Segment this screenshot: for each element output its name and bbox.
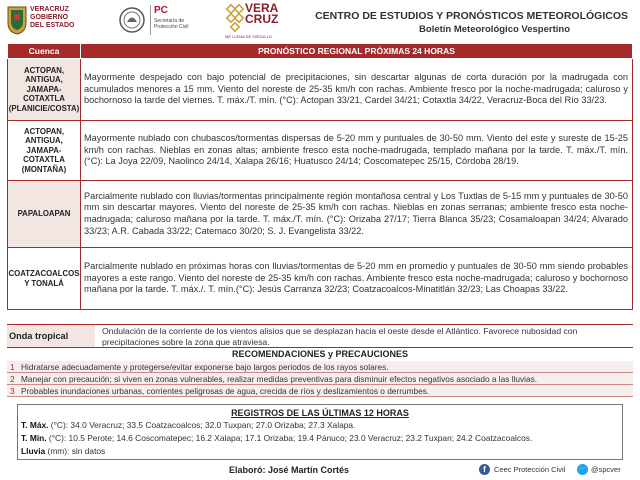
item-text: Manejar con precaución; si viven en zonas vulnerables, realizar medidas preventivas para disminuir efectos negativos asociado a las lluvias.: [21, 373, 538, 384]
page-title: CENTRO DE ESTUDIOS Y PRONÓSTICOS METEOROLÓGICOS: [315, 10, 628, 22]
table-row: [8, 59, 633, 121]
records-tmax: [21, 420, 355, 430]
forecast-table: [7, 43, 633, 310]
region-name-line: ANTIGUA,: [25, 75, 63, 85]
footer: [0, 462, 640, 480]
item-number: 2: [10, 373, 15, 384]
author-credit: Elaboró: José Martín Cortés: [229, 465, 350, 475]
onda-tropical-text: Ondulación de la corriente de los vientos alisios que se desplazan hacia el oeste desde el Atlántico. Favorece nubosidad con precipitaciones sobre la zona que atraviesa.: [102, 326, 578, 347]
veracruz-logo-line: VERACRUZ: [30, 6, 69, 13]
pc-logo-subtitle: Secretaría de Protección Civil: [154, 18, 189, 30]
facebook-icon[interactable]: f: [479, 464, 490, 475]
region-name-line: COTAXTLA: [23, 155, 65, 165]
forecast-text: Parcialmente nublado en próximas horas con lluvias/tormentas de 5-20 mm en promedio y puntuales de 30-50 mm siendo probables mayores a este rango. Viento del noreste de 25-35 km/h con rachas. Ambiente fresco esta noche-madrugada; caluroso y bochornoso mañana por la tarde. T. máx./. T. mín.(°C): Jesús Carranza 32/23; Coatzacoalcos-Minatitlán 32/23; Las Choapas 33/22.: [81, 248, 633, 310]
recommendations-title: RECOMENDACIONES y PRECAUCIONES: [231, 349, 409, 359]
vera-cruz-brand-logo: [225, 3, 285, 41]
recommendations-list: [7, 361, 633, 397]
region-cell: [8, 121, 81, 181]
twitter-link[interactable]: @spcver: [591, 465, 621, 474]
veracruz-logo-line: GOBIERNO: [30, 14, 69, 21]
vc-logo-line: VERA: [245, 1, 279, 15]
table-header-row: [8, 44, 633, 59]
region-name-line: JAMAPA-: [26, 84, 62, 94]
onda-tropical-section: [7, 324, 633, 348]
forecast-text: Mayormente nublado con chubascos/tormentas dispersas de 5-20 mm y puntuales de 30-50 mm. Viento del este y sureste de 15-25 km/h con rachas. Nieblas en zonas altas; ambiente fresco esta noche-madrugada, templado mañana por la tarde. T. máx./T. mín. (°C): La Joya 22/09, Naolinco 24/14, Xalapa 26/16; Huatusco 24/14; Coscomatepec 25/15, Córdoba 28/19.: [81, 121, 633, 181]
column-header-basin: Cuenca: [8, 44, 81, 59]
table-row: [8, 248, 633, 310]
region-name-line: ACTOPAN,: [24, 65, 64, 75]
region-cell: [8, 181, 81, 248]
header: [0, 0, 640, 42]
tmax-values: 34.0 Veracruz; 33.5 Coatzacoalcos; 32.0 Tuxpan; 27.0 Orizaba; 27.3 Xalapa.: [68, 420, 356, 430]
table-row: [8, 181, 633, 248]
item-text: Probables inundaciones urbanas, corrientes peligrosas de agua, crecida de ríos y deslizamientos o derrumbes.: [21, 385, 430, 396]
item-text: Hidratarse adecuadamente y protegerse/evitar exponerse bajo largos periodos de los rayos solares.: [21, 361, 389, 372]
rain-values: sin datos: [69, 446, 106, 456]
list-item: [7, 373, 633, 385]
item-number: 3: [10, 385, 15, 396]
region-cell: [8, 59, 81, 121]
table-row: [8, 121, 633, 181]
region-name-line: (PLANICIE/COSTA): [8, 103, 80, 113]
region-name-line: ANTIGUA,: [25, 136, 63, 146]
region-name-line: (MONTAÑA): [21, 164, 67, 174]
proteccion-civil-logo: [118, 3, 208, 37]
vc-logo-line: CRUZ: [245, 12, 279, 26]
region-name-line: Y TONALÁ: [24, 278, 64, 288]
rain-label: Lluvia: [21, 446, 46, 456]
region-name-line: JAMAPA-: [26, 145, 62, 155]
column-header-forecast: PRONÓSTICO REGIONAL PRÓXIMAS 24 HORAS: [81, 44, 633, 59]
region-name-line: PAPALOAPAN: [17, 209, 71, 219]
region-name-line: COATZACOALCOS: [8, 268, 80, 278]
forecast-text: Parcialmente nublado con lluvias/tormentas principalmente región montañosa central y Los Tuxtlas de 5-15 mm y puntuales de 30-50 mm sin descartar mayores. Viento del noreste de 25-35 km/h con rachas. Nieblas en zonas serranas; ambiente fresco esta noche-madrugada; caluroso mañana por la tarde. T. máx./T. mín. (°C): Orizaba 27/17; Tierra Blanca 35/23; Cosamaloapan 34/24; Alvarado 33/23; A.R. Cabada 33/22; Catemaco 30/20; S. J. Evangelista 33/22.: [81, 181, 633, 248]
item-number: 1: [10, 361, 15, 372]
tmax-label: T. Máx.: [21, 420, 49, 430]
tmin-values: 10.5 Perote; 14.6 Coscomatepec; 16.2 Xalapa; 17.1 Orizaba; 19.4 Pánuco; 23.0 Veracruz; 23.2 Tuxpan; 24.2 Coatzacoalcos.: [66, 433, 533, 443]
rain-unit: (mm):: [45, 446, 70, 456]
records-title: REGISTROS DE LAS ÚLTIMAS 12 HORAS: [231, 408, 409, 418]
tmin-unit: (°C):: [46, 433, 67, 443]
veracruz-government-logo: [6, 3, 86, 37]
region-name-line: COTAXTLA: [23, 94, 65, 104]
twitter-icon[interactable]: 🐦: [578, 466, 587, 473]
logo-divider: [150, 5, 151, 35]
region-cell: [8, 248, 81, 310]
onda-tropical-label: Onda tropical: [7, 325, 95, 347]
facebook-link[interactable]: Ceec Protección Civil: [494, 465, 566, 474]
records-rain: [21, 446, 105, 456]
coat-of-arms-icon: [6, 5, 28, 35]
region-name-line: ACTOPAN,: [24, 126, 64, 136]
tmin-label: T. Min.: [21, 433, 47, 443]
pc-logo-title: PC: [154, 5, 168, 16]
page-subtitle: Boletín Meteorológico Vespertino: [419, 24, 570, 35]
records-tmin: [21, 433, 532, 443]
list-item: [7, 361, 633, 373]
veracruz-logo-line: DEL ESTADO: [30, 22, 75, 29]
vc-logo-slogan: ME LLENA DE ORGULLO: [225, 34, 272, 39]
mexico-seal-icon: [118, 3, 146, 37]
records-box: [17, 404, 623, 460]
list-item: [7, 385, 633, 397]
knot-pattern-icon: [225, 3, 245, 33]
forecast-text: Mayormente despejado con bajo potencial de precipitaciones, sin descartar algunas de corta duración por la madrugada con acumulados menores a 15 mm. Viento del noreste de 25-35 km/h con rachas. Ambiente fresco por la noche-madrugada; caluroso y bochornoso la tarde del viernes. T. máx./T. mín. (°C): Actopan 33/21, Cardel 34/21; Cotaxtla 34/22, Veracruz-Boca del Río 33/23.: [81, 59, 633, 121]
tmax-unit: (°C):: [48, 420, 69, 430]
